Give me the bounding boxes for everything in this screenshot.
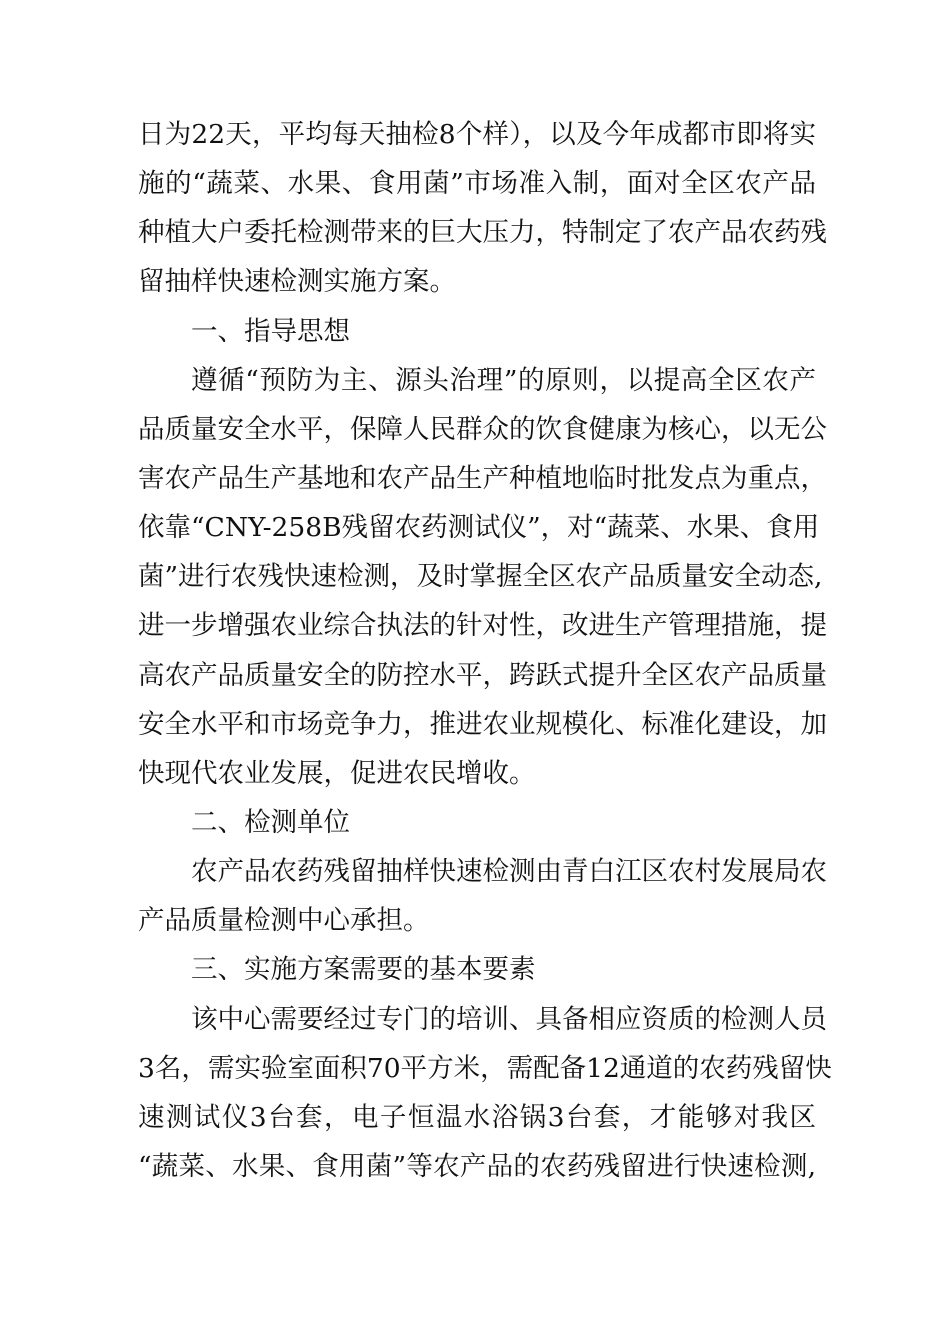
paragraph-line: “蔬菜、水果、食用菌”等农产品的农药残留进行快速检测, bbox=[138, 1150, 816, 1182]
paragraph-line: 害农产品生产基地和农产品生产种植地临时批发点为重点， bbox=[138, 462, 827, 494]
paragraph-line: 3名，需实验室面积70平方米，需配备12通道的农药残留快 bbox=[138, 1052, 832, 1084]
paragraph-line: 品质量安全水平，保障人民群众的饮食健康为核心，以无公 bbox=[138, 413, 827, 445]
section-heading-guiding-ideology: 一、指导思想 bbox=[191, 315, 350, 347]
paragraph-line: 菌”进行农残快速检测，及时掌握全区农产品质量安全动态, bbox=[138, 561, 823, 593]
paragraph-line: 速测试仪3台套，电子恒温水浴锅3台套，才能够对我区 bbox=[138, 1101, 816, 1133]
paragraph-line: 留抽样快速检测实施方案。 bbox=[138, 266, 456, 298]
paragraph-line: 进一步增强农业综合执法的针对性，改进生产管理措施，提 bbox=[138, 610, 827, 642]
paragraph-line: 种植大户委托检测带来的巨大压力，特制定了农产品农药残 bbox=[138, 217, 827, 249]
section-heading-basic-elements: 三、实施方案需要的基本要素 bbox=[191, 954, 536, 986]
paragraph-line: 施的“蔬菜、水果、食用菌”市场准入制，面对全区农产品 bbox=[138, 168, 816, 200]
paragraph-line: 日为22天，平均每天抽检8个样），以及今年成都市即将实 bbox=[138, 119, 816, 150]
document-body bbox=[138, 110, 832, 1191]
section-heading-testing-unit: 二、检测单位 bbox=[191, 806, 350, 838]
paragraph-line: 产品质量检测中心承担。 bbox=[138, 905, 430, 937]
paragraph-line: 高农产品质量安全的防控水平，跨跃式提升全区农产品质量 bbox=[138, 659, 827, 691]
paragraph-line: 农产品农药残留抽样快速检测由青白江区农村发展局农 bbox=[191, 856, 827, 888]
paragraph-line: 安全水平和市场竞争力，推进农业规模化、标准化建设，加 bbox=[138, 708, 827, 740]
paragraph-line: 该中心需要经过专门的培训、具备相应资质的检测人员 bbox=[191, 1003, 827, 1035]
paragraph-line: 遵循“预防为主、源头治理”的原则，以提高全区农产 bbox=[191, 364, 816, 396]
paragraph-line: 快现代农业发展，促进农民增收。 bbox=[138, 757, 536, 789]
paragraph-line: 依靠“CNY-258B残留农药测试仪”，对“蔬菜、水果、食用 bbox=[138, 512, 820, 544]
